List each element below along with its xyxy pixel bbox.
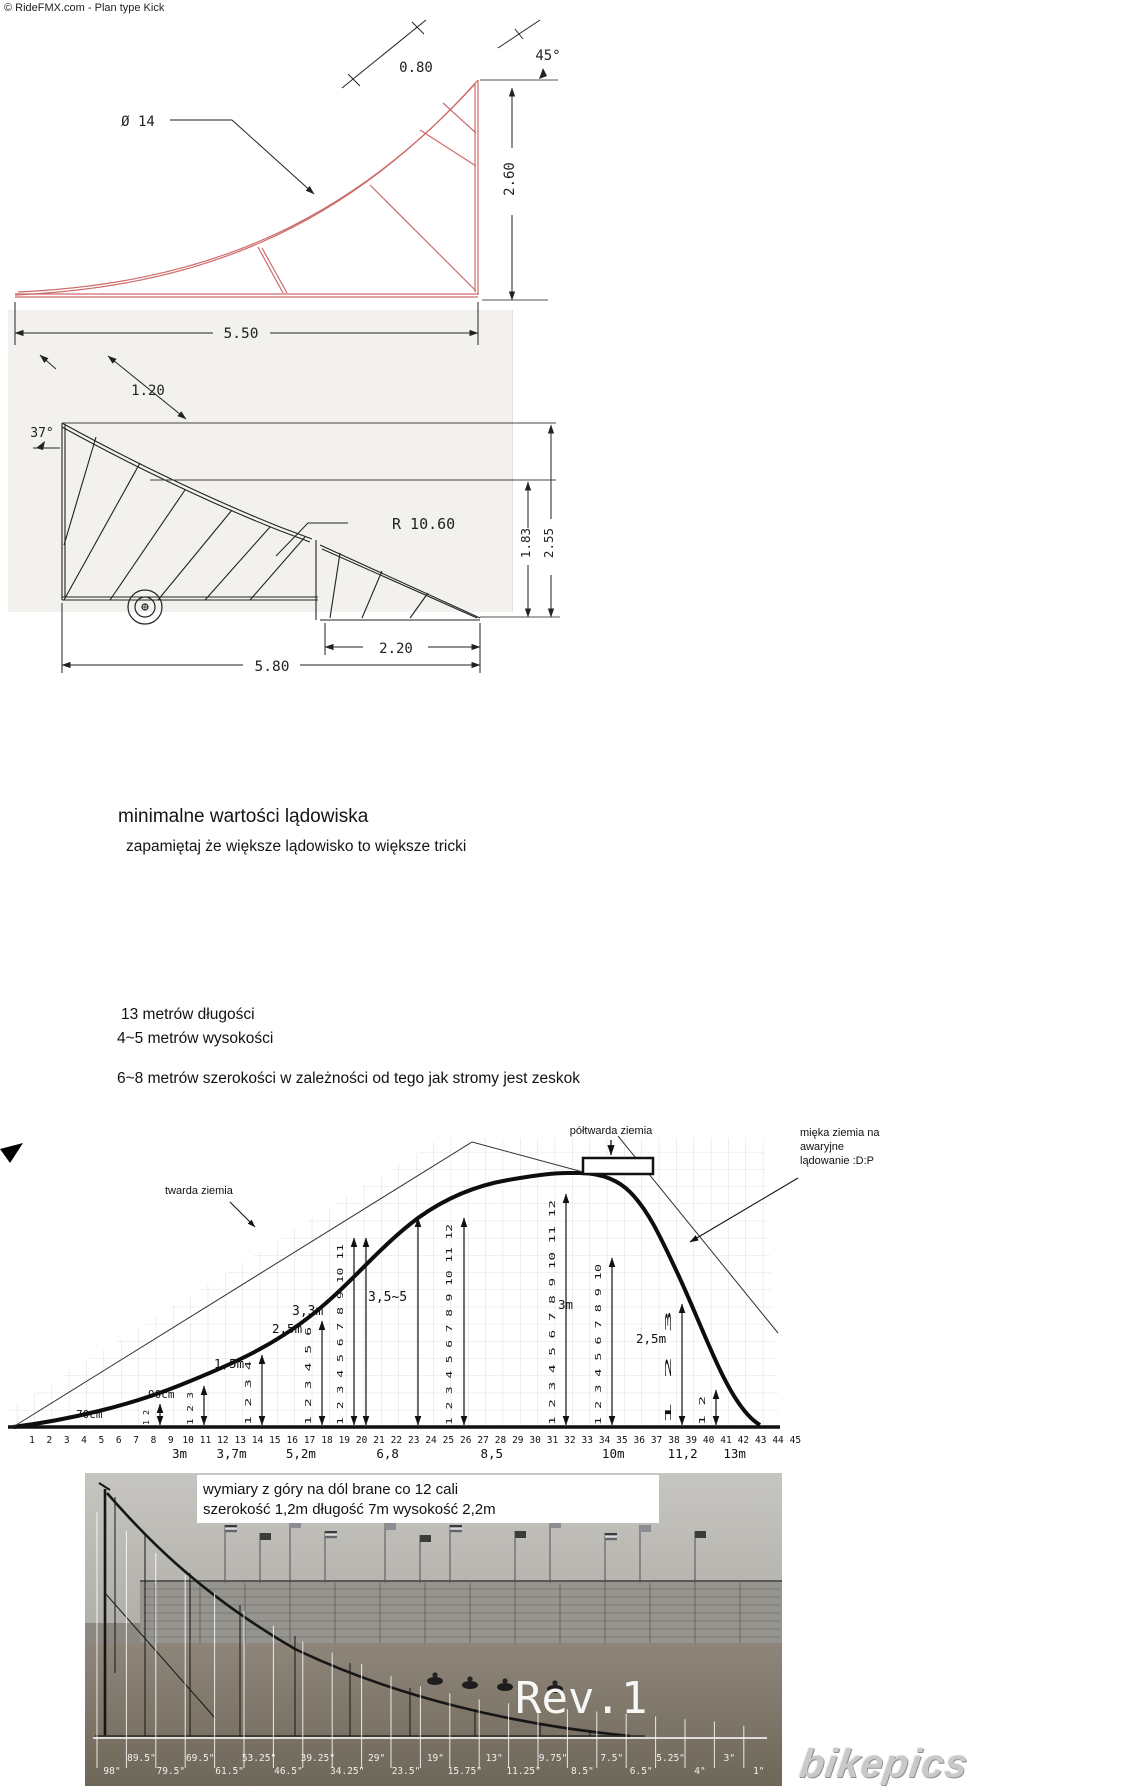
svg-text:24: 24 xyxy=(425,1435,437,1446)
notes-subtitle: zapamiętaj że większe lądowisko to większe tricki xyxy=(126,838,467,855)
dim-angle-37: 37° xyxy=(30,426,54,441)
svg-text:2,5m: 2,5m xyxy=(272,1321,303,1336)
svg-text:1,5m: 1,5m xyxy=(214,1356,245,1371)
svg-text:3,5~5: 3,5~5 xyxy=(368,1290,408,1305)
label-soft-2: awaryjne xyxy=(800,1141,845,1153)
landing-diagram xyxy=(0,1118,920,1468)
svg-text:9.75": 9.75" xyxy=(538,1753,568,1764)
svg-text:35: 35 xyxy=(616,1435,628,1446)
svg-text:53.25": 53.25" xyxy=(241,1753,277,1764)
svg-text:43: 43 xyxy=(754,1435,767,1446)
dim-tail-length: 2.20 xyxy=(379,641,413,657)
svg-text:90cm: 90cm xyxy=(148,1388,175,1401)
svg-text:1 2: 1 2 xyxy=(698,1410,707,1425)
dim-angle: 45° xyxy=(535,48,561,64)
dim-radius: R 10.60 xyxy=(392,515,456,533)
svg-text:6,8: 6,8 xyxy=(376,1446,399,1461)
dim-pipe: Ø 14 xyxy=(121,114,155,130)
svg-text:61.5": 61.5" xyxy=(215,1766,244,1777)
svg-text:3m: 3m xyxy=(171,1446,188,1461)
svg-text:10m: 10m xyxy=(601,1446,625,1461)
svg-text:37: 37 xyxy=(650,1435,663,1446)
svg-text:19": 19" xyxy=(426,1753,444,1764)
svg-text:1 2 3 4 5 6 7 8 9 10: 1 2 3 4 5 6 7 8 9 10 xyxy=(594,1328,603,1425)
svg-text:26: 26 xyxy=(460,1435,472,1446)
svg-text:7: 7 xyxy=(133,1435,139,1446)
svg-text:11.25": 11.25" xyxy=(506,1766,541,1777)
svg-text:30: 30 xyxy=(529,1435,541,1446)
dim-base-length: 5.80 xyxy=(254,659,290,675)
caption-line-2: szerokość 1,2m długość 7m wysokość 2,2m xyxy=(203,1501,496,1518)
svg-text:11: 11 xyxy=(199,1435,212,1446)
dim-height: 2.60 xyxy=(502,162,518,196)
svg-text:2,5m: 2,5m xyxy=(636,1331,667,1346)
svg-text:38: 38 xyxy=(668,1435,680,1446)
svg-text:10: 10 xyxy=(182,1435,194,1446)
notes-title: minimalne wartości lądowiska xyxy=(118,806,369,827)
svg-text:29": 29" xyxy=(368,1753,386,1764)
trailer-dimensions xyxy=(33,355,551,673)
svg-text:11,2: 11,2 xyxy=(667,1446,698,1461)
svg-text:89.5": 89.5" xyxy=(127,1753,156,1764)
trailer-wheel xyxy=(128,590,162,624)
svg-text:1 2 3 4 5 6: 1 2 3 4 5 6 xyxy=(304,1372,313,1425)
svg-text:41: 41 xyxy=(720,1435,732,1446)
svg-text:8.5": 8.5" xyxy=(570,1766,594,1777)
label-semihard: półtwarda ziemia xyxy=(569,1125,653,1137)
svg-text:69.5": 69.5" xyxy=(185,1753,215,1764)
svg-text:33: 33 xyxy=(581,1435,593,1446)
bikepics-watermark: bikepics xyxy=(796,1742,972,1786)
svg-text:3m: 3m xyxy=(558,1297,574,1312)
svg-text:21: 21 xyxy=(373,1435,385,1446)
label-soft-3: lądowanie :D:P xyxy=(800,1155,874,1167)
kicker-ramp-drawing xyxy=(0,10,600,355)
caption-line-1: wymiary z góry na dól brane co 12 cali xyxy=(203,1481,459,1498)
label-hard: twarda ziemia xyxy=(165,1185,233,1197)
svg-text:1 2 3 4: 1 2 3 4 xyxy=(244,1391,253,1425)
svg-text:23.5": 23.5" xyxy=(391,1766,421,1777)
credit-text: © RideFMX.com - Plan type Kick xyxy=(4,2,165,14)
svg-text:6.5": 6.5" xyxy=(629,1766,653,1777)
label-soft-1: mięka ziemia na xyxy=(800,1127,880,1139)
trailer-ramp-drawing xyxy=(0,305,620,685)
svg-text:18: 18 xyxy=(321,1435,333,1446)
semihard-earth-box xyxy=(583,1158,653,1174)
svg-text:22: 22 xyxy=(390,1435,403,1446)
svg-text:13: 13 xyxy=(234,1435,246,1446)
notes-width: 6~8 metrów szerokości w zależności od tego jak stromy jest zeskok xyxy=(117,1070,581,1087)
svg-text:39: 39 xyxy=(685,1435,698,1446)
svg-text:4: 4 xyxy=(81,1435,87,1446)
svg-text:29: 29 xyxy=(512,1435,524,1446)
dim-base: 5.50 xyxy=(223,326,259,342)
svg-text:98": 98" xyxy=(103,1766,121,1777)
svg-text:1 2 3: 1 2 3 xyxy=(664,1400,673,1425)
trailer-ramp-frame xyxy=(62,423,560,620)
svg-text:34.25": 34.25" xyxy=(330,1766,365,1777)
svg-text:1": 1" xyxy=(753,1766,765,1777)
svg-text:31: 31 xyxy=(546,1435,559,1446)
svg-text:79.5": 79.5" xyxy=(156,1766,186,1777)
svg-text:5.25": 5.25" xyxy=(656,1753,685,1764)
svg-text:20: 20 xyxy=(355,1435,368,1446)
svg-text:39.25": 39.25" xyxy=(300,1753,335,1764)
notes-height: 4~5 metrów wysokości xyxy=(117,1030,274,1047)
svg-text:44: 44 xyxy=(772,1435,784,1446)
revision-label: Rev.1 xyxy=(515,1673,648,1724)
svg-text:13": 13" xyxy=(485,1753,503,1764)
svg-text:13m: 13m xyxy=(723,1446,746,1461)
svg-text:12: 12 xyxy=(217,1435,229,1446)
svg-text:3,7m: 3,7m xyxy=(216,1446,247,1461)
svg-text:7.5": 7.5" xyxy=(600,1753,624,1764)
svg-text:70cm: 70cm xyxy=(76,1408,103,1421)
svg-text:5: 5 xyxy=(98,1435,105,1446)
svg-text:46.5": 46.5" xyxy=(274,1766,303,1777)
svg-text:27: 27 xyxy=(477,1435,489,1446)
svg-text:28: 28 xyxy=(494,1435,507,1446)
svg-text:1 2: 1 2 xyxy=(142,1410,151,1425)
svg-text:32: 32 xyxy=(564,1435,576,1446)
svg-text:14: 14 xyxy=(251,1435,264,1446)
svg-text:9: 9 xyxy=(167,1435,174,1446)
hard-earth-arrow xyxy=(230,1202,255,1227)
svg-text:42: 42 xyxy=(737,1435,750,1446)
kicker-ramp-frame xyxy=(15,80,478,297)
svg-text:23: 23 xyxy=(407,1435,420,1446)
ramp-photo xyxy=(85,1473,782,1786)
svg-text:15: 15 xyxy=(269,1435,281,1446)
svg-text:4": 4" xyxy=(694,1766,706,1777)
notes-length: 13 metrów długości xyxy=(121,1006,255,1023)
svg-text:19: 19 xyxy=(338,1435,351,1446)
svg-text:1: 1 xyxy=(29,1435,35,1446)
dim-deck-height: 1.83 xyxy=(518,527,533,559)
svg-text:8,5: 8,5 xyxy=(480,1446,504,1461)
svg-text:16: 16 xyxy=(286,1435,298,1446)
svg-text:36: 36 xyxy=(633,1435,645,1446)
svg-text:5,2m: 5,2m xyxy=(285,1446,316,1461)
svg-text:45: 45 xyxy=(789,1435,802,1446)
svg-text:3: 3 xyxy=(63,1435,70,1446)
svg-text:25: 25 xyxy=(442,1435,455,1446)
svg-text:3": 3" xyxy=(723,1753,736,1764)
kicker-dimensions xyxy=(15,20,561,345)
svg-text:15.75": 15.75" xyxy=(447,1766,482,1777)
svg-text:17: 17 xyxy=(303,1435,316,1446)
svg-text:1 2 3 4 5 6 7 8 9 10 11 12: 1 2 3 4 5 6 7 8 9 10 11 12 xyxy=(445,1299,454,1425)
svg-text:40: 40 xyxy=(702,1435,715,1446)
svg-text:6: 6 xyxy=(115,1435,122,1446)
svg-text:1 2 3 4 5 6 7 8 9 10 11: 1 2 3 4 5 6 7 8 9 10 11 xyxy=(336,1314,345,1425)
dim-slope-length: 1.20 xyxy=(131,383,165,399)
svg-text:3,3m: 3,3m xyxy=(292,1304,324,1319)
svg-text:8: 8 xyxy=(150,1435,157,1446)
svg-text:1 2 3: 1 2 3 xyxy=(186,1400,195,1425)
svg-text:1 2 3 4 5 6 7 8 9 10 11 12: 1 2 3 4 5 6 7 8 9 10 11 12 xyxy=(548,1299,557,1425)
dim-total-height: 2.55 xyxy=(541,527,556,559)
dim-top-length: 0.80 xyxy=(399,60,433,76)
svg-text:34: 34 xyxy=(598,1435,611,1446)
svg-text:2: 2 xyxy=(46,1435,53,1446)
